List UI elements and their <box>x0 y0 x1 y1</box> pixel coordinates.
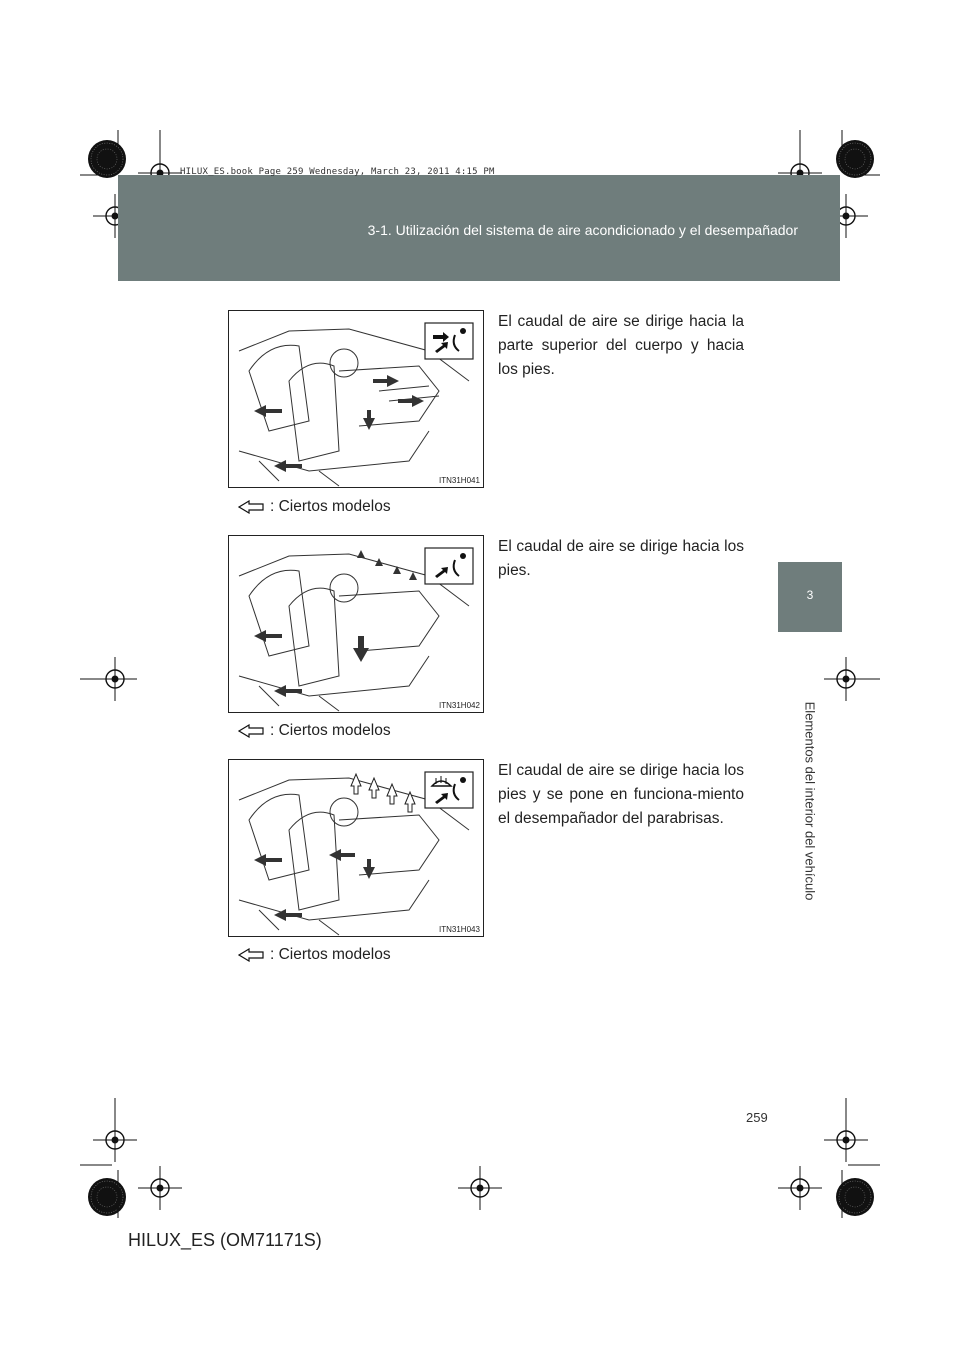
figure-airflow-feet-and-defrost <box>228 759 484 937</box>
optional-airflow-arrow-icon <box>238 500 264 514</box>
chapter-side-label-text: Elementos del interior del vehículo <box>802 701 818 901</box>
section-1-description: El caudal de aire se dirige hacia la parte superior del cuerpo y hacia los pies. <box>498 313 744 378</box>
section-2-note <box>238 720 391 742</box>
vehicle-interior-illustration <box>229 760 483 936</box>
figure-code: ITN31H042 <box>439 701 480 710</box>
section-1-note <box>238 496 391 518</box>
section-2-note-text: : Ciertos modelos <box>270 722 391 739</box>
page-number: 259 <box>746 1110 768 1125</box>
book-stamp: HILUX_ES.book Page 259 Wednesday, March 23, 2011 4:15 PM <box>180 167 495 177</box>
figure-airflow-upper-and-feet <box>228 310 484 488</box>
chapter-side-label <box>778 636 842 966</box>
vehicle-interior-illustration <box>229 311 483 487</box>
vehicle-interior-illustration <box>229 536 483 712</box>
figure-airflow-feet <box>228 535 484 713</box>
section-2-description: El caudal de aire se dirige hacia los pies. <box>498 538 744 579</box>
optional-airflow-arrow-icon <box>238 948 264 962</box>
figure-code: ITN31H043 <box>439 925 480 934</box>
section-1-note-text: : Ciertos modelos <box>270 498 391 515</box>
section-3-note-text: : Ciertos modelos <box>270 946 391 963</box>
figure-code: ITN31H041 <box>439 476 480 485</box>
optional-airflow-arrow-icon <box>238 724 264 738</box>
section-header-title: 3-1. Utilización del sistema de aire acondicionado y el desempañador <box>367 222 798 238</box>
section-3-description: El caudal de aire se dirige hacia los pies y se pone en funciona-miento el desempañador del parabrisas. <box>498 762 744 827</box>
chapter-tab-number: 3 <box>778 562 842 632</box>
section-3-note <box>238 944 391 966</box>
model-code: HILUX_ES (OM71171S) <box>128 1230 322 1250</box>
